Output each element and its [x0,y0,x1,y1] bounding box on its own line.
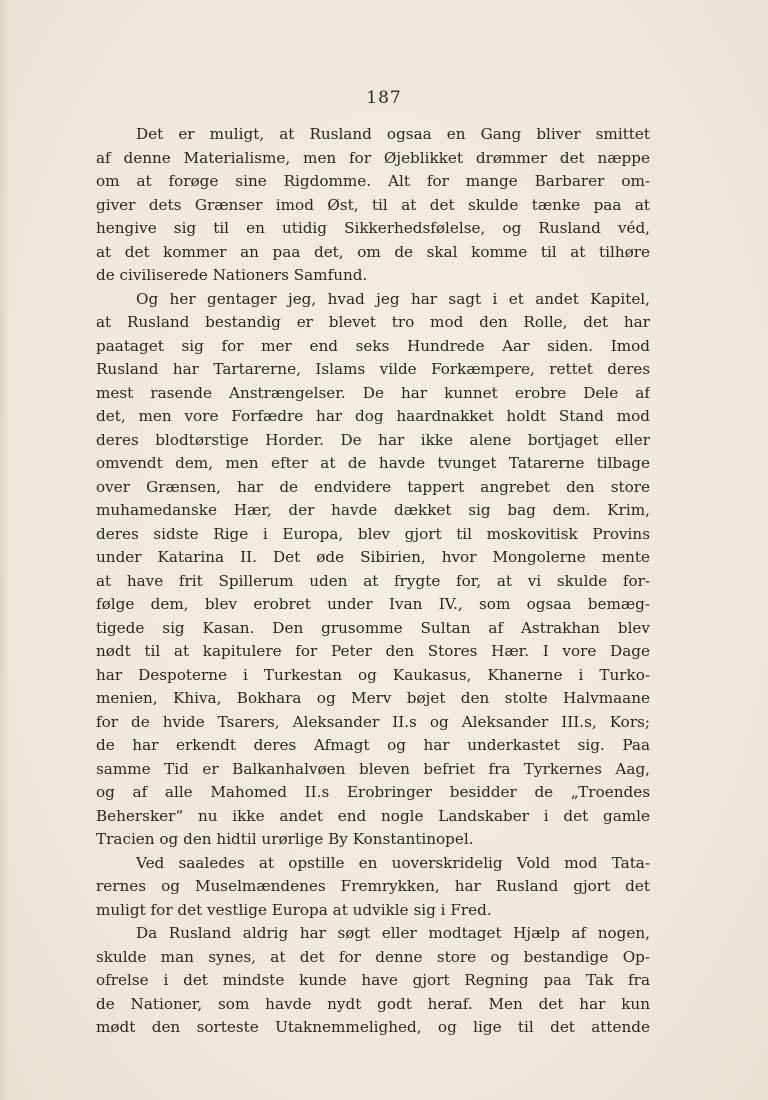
text-line: af denne Materialisme, men for Øjeblikket drømmer det næppe [96,148,650,167]
text-line: for de hvide Tsarers, Aleksander II.s og Aleksander III.s, Kors; [96,712,650,731]
text-line: de har erkendt deres Afmagt og har underkastet sig. Paa [96,736,650,754]
text-line: under Katarina II. Det øde Sibirien, hvor Mongolerne mente [96,548,650,566]
text-line: omvendt dem, men efter at de havde tvunget Tatarerne tilbage [96,454,650,472]
text-line: har Despoterne i Turkestan og Kaukasus, Khanerne i Turko- [96,665,650,684]
text-line: de Nationer, som havde nydt godt heraf. Men det har kun [96,994,650,1013]
text-line: tigede sig Kasan. Den grusomme Sultan af Astrakhan blev [96,618,650,637]
text-line: muligt for det vestlige Europa at udvikle sig i Fred. [96,900,492,919]
text-line: menien, Khiva, Bokhara og Merv bøjet den stolte Halvmaane [96,689,650,707]
text-line: nødt til at kapitulere for Peter den Stores Hær. I vore Dage [96,642,650,660]
text-line: at have frit Spillerum uden at frygte for, at vi skulde for- [96,571,650,590]
page-gutter-shadow [0,0,10,1100]
text-line: Tracien og den hidtil urørlige By Konstantinopel. [96,830,474,848]
text-line: og af alle Mahomed II.s Erobringer besidder de „Troendes [96,783,650,801]
text-line: Ved saaledes at opstille en uoverskridelig Vold mod Tata- [136,853,650,872]
text-line: skulde man synes, at det for denne store og bestandige Op- [96,947,650,966]
text-line: mest rasende Anstrængelser. De har kunnet erobre Dele af [96,383,650,402]
text-line: det, men vore Forfædre har dog haardnakket holdt Stand mod [96,407,650,425]
text-line: Det er muligt, at Rusland ogsaa en Gang bliver smittet [136,125,650,143]
text-line: Rusland har Tartarerne, Islams vilde Forkæmpere, rettet deres [96,360,650,378]
text-line: at Rusland bestandig er blevet tro mod den Rolle, det har [96,313,650,331]
text-line: at det kommer an paa det, om de skal komme til at tilhøre [96,242,650,261]
text-line: mødt den sorteste Utaknemmelighed, og lige til det attende [96,1018,650,1036]
text-line: ofrelse i det mindste kunde have gjort Regning paa Tak fra [96,971,650,989]
text-line: Behersker“ nu ikke andet end nogle Landskaber i det gamle [96,806,650,825]
text-line: giver dets Grænser imod Øst, til at det skulde tænke paa at [96,195,650,214]
body-text [96,123,650,1040]
text-line: Da Rusland aldrig har søgt eller modtaget Hjælp af nogen, [136,924,650,942]
text-line: samme Tid er Balkanhalvøen bleven befriet fra Tyrkernes Aag, [96,759,650,778]
text-line: deres sidste Rige i Europa, blev gjort til moskovitisk Provins [96,524,650,543]
text-line: rernes og Muselmændenes Fremrykken, har Rusland gjort det [96,877,650,895]
text-line: de civiliserede Nationers Samfund. [96,266,368,284]
text-line: om at forøge sine Rigdomme. Alt for mange Barbarer om- [96,172,650,190]
text-line: over Grænsen, har de endvidere tappert angrebet den store [96,477,650,496]
text-line: paataget sig for mer end seks Hundrede Aar siden. Imod [96,336,650,355]
page-number: 187 [366,88,402,108]
text-line: muhamedanske Hær, der havde dækket sig bag dem. Krim, [96,501,650,519]
text-line: Og her gentager jeg, hvad jeg har sagt i et andet Kapitel, [136,289,650,308]
text-line: deres blodtørstige Horder. De har ikke alene bortjaget eller [96,430,650,449]
text-line: følge dem, blev erobret under Ivan IV., som ogsaa bemæg- [96,595,650,613]
text-line: hengive sig til en utidig Sikkerhedsfølelse, og Rusland véd, [96,219,650,237]
